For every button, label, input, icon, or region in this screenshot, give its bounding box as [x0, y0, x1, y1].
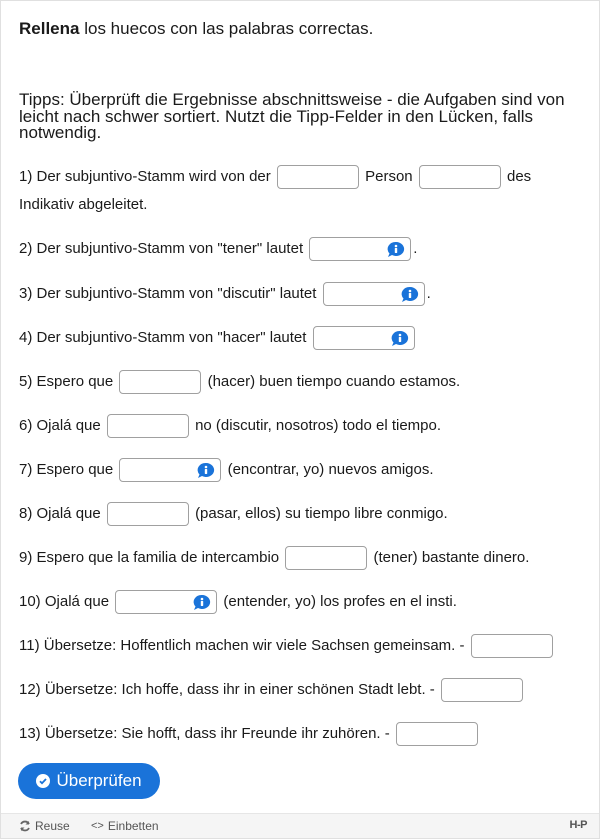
q2-text-a: 2) Der subjuntivo-Stamm von "tener" lautet [19, 240, 304, 257]
task-description [19, 18, 373, 40]
q2-text-b: . [413, 240, 418, 257]
q6-text-b: no (discutir, nosotros) todo el tiempo. [195, 417, 442, 434]
q10-text-b: (entender, yo) los profes en el insti. [223, 593, 457, 610]
embed-label: Einbetten [107, 819, 159, 833]
q7-blank[interactable] [119, 458, 221, 482]
question-7 [19, 456, 434, 484]
question-1-cont [19, 191, 147, 219]
question-11 [19, 632, 555, 660]
q2-blank[interactable] [309, 237, 411, 261]
q6-text-a: 6) Ojalá que [19, 417, 101, 434]
q1-text-a: 1) Der subjuntivo-Stamm wird von der [19, 168, 271, 185]
q13-blank[interactable] [396, 722, 478, 746]
question-13 [19, 720, 480, 748]
q8-text-a: 8) Ojalá que [19, 505, 101, 522]
embed-icon: <> [91, 820, 104, 832]
q5-text-a: 5) Espero que [19, 373, 114, 390]
q9-blank[interactable] [285, 546, 367, 570]
q7-text-b: (encontrar, yo) nuevos amigos. [227, 461, 434, 478]
q3-text-a: 3) Der subjuntivo-Stamm von "discutir" lautet [19, 285, 317, 302]
h5p-logo: H-P [569, 819, 587, 831]
q7-text-a: 7) Espero que [19, 461, 114, 478]
reuse-label: Reuse [35, 819, 70, 833]
tip-icon[interactable] [401, 286, 419, 303]
question-10 [19, 588, 457, 616]
q9-text-a: 9) Espero que la familia de intercambio [19, 549, 280, 566]
q8-text-b: (pasar, ellos) su tiempo libre conmigo. [195, 505, 448, 522]
intro-text: los huecos con las palabras correctas. [79, 19, 374, 38]
q10-text-a: 10) Ojalá que [19, 593, 110, 610]
question-12 [19, 676, 525, 704]
q10-blank[interactable] [115, 590, 217, 614]
question-8 [19, 500, 448, 528]
q6-blank[interactable] [107, 414, 189, 438]
q3-text-b: . [426, 285, 431, 302]
footer-bar [1, 813, 599, 838]
tip-icon[interactable] [197, 462, 215, 479]
question-2 [19, 235, 417, 263]
question-6 [19, 412, 441, 440]
tip-icon[interactable] [193, 594, 211, 611]
question-3 [19, 280, 431, 308]
intro-bold: Rellena [19, 19, 80, 38]
q1-text-b: Person [365, 168, 413, 185]
check-button-label: Überprüfen [56, 771, 142, 790]
q1-blank-2[interactable] [419, 165, 501, 189]
q9-text-b: (tener) bastante dinero. [373, 549, 530, 566]
embed-button[interactable] [91, 819, 159, 833]
q8-blank[interactable] [107, 502, 189, 526]
tip-icon[interactable] [391, 330, 409, 347]
q5-blank[interactable] [119, 370, 201, 394]
q12-text-a: 12) Übersetze: Ich hoffe, dass ihr in einer schönen Stadt lebt. - [19, 681, 435, 698]
q11-text-a: 11) Übersetze: Hoffentlich machen wir viele Sachsen gemeinsam. - [19, 637, 465, 654]
question-5 [19, 368, 460, 396]
check-button[interactable] [18, 763, 160, 799]
question-1 [19, 163, 531, 191]
q4-text-a: 4) Der subjuntivo-Stamm von "hacer" lautet [19, 329, 307, 346]
q12-blank[interactable] [441, 678, 523, 702]
q13-text-a: 13) Übersetze: Sie hofft, dass ihr Freunde ihr zuhören. - [19, 725, 390, 742]
q1-text-c: des [506, 168, 532, 185]
reuse-button[interactable] [19, 819, 70, 833]
q4-blank[interactable] [313, 326, 415, 350]
q1-text-d: Indikativ abgeleitet. [19, 196, 148, 213]
q1-blank-1[interactable] [277, 165, 359, 189]
reuse-icon [19, 820, 31, 832]
q11-blank[interactable] [471, 634, 553, 658]
question-4 [19, 324, 417, 352]
tips-text: Tipps: Überprüft die Ergebnisse abschnittsweise - die Aufgaben sind von leicht nach schwer sortiert. Nutzt die Tipp-Felder in den Lücken, falls notwendig. [19, 90, 565, 142]
tip-icon[interactable] [387, 241, 405, 258]
q3-blank[interactable] [323, 282, 425, 306]
q5-text-b: (hacer) buen tiempo cuando estamos. [207, 373, 461, 390]
check-circle-icon [36, 774, 50, 788]
question-9 [19, 544, 529, 572]
